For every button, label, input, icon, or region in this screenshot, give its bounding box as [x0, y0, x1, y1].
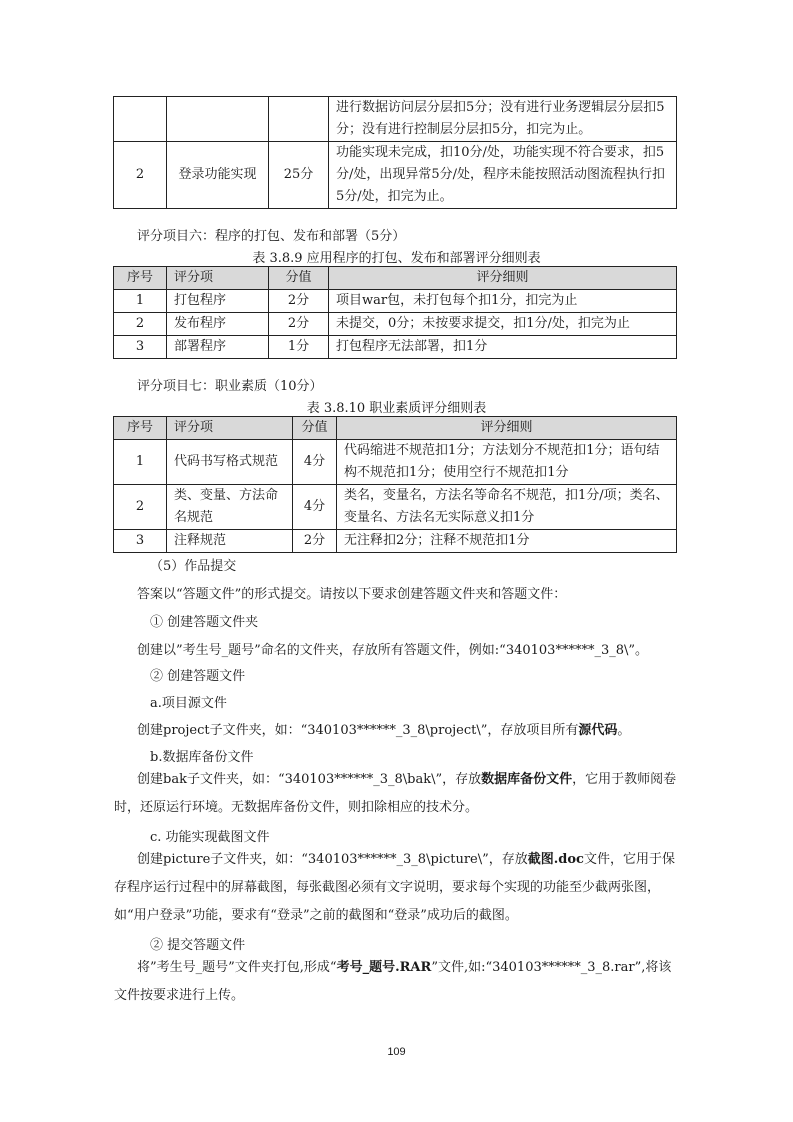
- header-no: 序号: [114, 417, 167, 440]
- table-row: [114, 313, 677, 336]
- cell-item: 打包程序: [167, 290, 269, 313]
- header-score: 分值: [293, 417, 337, 440]
- submission-intro: 答案以“答题文件”的形式提交。请按以下要求创建答题文件夹和答题文件：: [137, 587, 567, 602]
- cell-no: 1: [114, 290, 167, 313]
- cell-score: 2分: [269, 313, 329, 336]
- cell-detail: 打包程序无法部署，扣1分: [329, 336, 677, 359]
- step-create-folder: ① 创建答题文件夹: [150, 615, 259, 630]
- header-score: 分值: [269, 267, 329, 290]
- cell-score: 1分: [269, 336, 329, 359]
- header-no: 序号: [114, 267, 167, 290]
- section6-heading: 评分项目六：程序的打包、发布和部署（5分）: [137, 229, 406, 244]
- table-row: [114, 336, 677, 359]
- section7-heading: 评分项目七：职业素质（10分）: [137, 379, 323, 394]
- table-row: [114, 97, 677, 142]
- cell-score: [269, 97, 329, 142]
- header-item: 评分项: [167, 267, 269, 290]
- cell-item: 部署程序: [167, 336, 269, 359]
- page-number: 109: [387, 1046, 406, 1058]
- cell-score: 2分: [269, 290, 329, 313]
- cell-item: 代码书写格式规范: [167, 440, 293, 485]
- cell-no: 2: [114, 313, 167, 336]
- submission-title: （5）作品提交: [150, 559, 237, 574]
- cell-no: 3: [114, 336, 167, 359]
- source-files-title: a.项目源文件: [150, 696, 227, 711]
- header-item: 评分项: [167, 417, 293, 440]
- cell-item: 类、变量、方法命名规范: [167, 485, 293, 530]
- professional-quality-table: [113, 416, 677, 553]
- table-caption-3-8-10: 表 3.8.10 职业素质评分细则表: [306, 401, 487, 416]
- scoring-table-continued: [113, 96, 677, 209]
- cell-detail: 项目war包，未打包每个扣1分，扣完为止: [329, 290, 677, 313]
- table-row: [114, 142, 677, 209]
- screenshot-title: c. 功能实现截图文件: [150, 830, 270, 845]
- header-detail: 评分细则: [329, 267, 677, 290]
- cell-detail: 进行数据访问层分层扣5分；没有进行业务逻辑层分层扣5分；没有进行控制层分层扣5分，扣完为止。: [329, 97, 677, 142]
- cell-item: [167, 97, 269, 142]
- cell-detail: 无注释扣2分；注释不规范扣1分: [337, 530, 677, 553]
- table-row: [114, 485, 677, 530]
- cell-detail: 代码缩进不规范扣1分；方法划分不规范扣1分；语句结构不规范扣1分；使用空行不规范扣1分: [337, 440, 677, 485]
- cell-no: 3: [114, 530, 167, 553]
- cell-item: 注释规范: [167, 530, 293, 553]
- cell-item: 登录功能实现: [167, 142, 269, 209]
- cell-score: 25分: [269, 142, 329, 209]
- cell-no: 2: [114, 142, 167, 209]
- cell-detail: 功能实现未完成，扣10分/处，功能实现不符合要求，扣5分/处，出现异常5分/处，程序未能按照活动图流程执行扣5分/处，扣完为止。: [329, 142, 677, 209]
- cell-no: [114, 97, 167, 142]
- cell-detail: 类名，变量名，方法名等命名不规范，扣1分/项；类名、变量名、方法名无实际意义扣1分: [337, 485, 677, 530]
- cell-score: 4分: [293, 485, 337, 530]
- db-backup-title: b.数据库备份文件: [150, 750, 254, 765]
- table-row: [114, 290, 677, 313]
- table-row: [114, 530, 677, 553]
- table-header-row: [114, 267, 677, 290]
- cell-detail: 未提交，0分；未按要求提交，扣1分/处，扣完为止: [329, 313, 677, 336]
- cell-item: 发布程序: [167, 313, 269, 336]
- step-submit-files: ② 提交答题文件: [150, 938, 246, 953]
- cell-no: 2: [114, 485, 167, 530]
- cell-no: 1: [114, 440, 167, 485]
- step-create-files: ② 创建答题文件: [150, 669, 246, 684]
- table-header-row: [114, 417, 677, 440]
- step-create-folder-text: 创建以”考生号_题号”命名的文件夹，存放所有答题文件，例如:“340103******_3_8\”。: [137, 643, 649, 658]
- cell-score: 2分: [293, 530, 337, 553]
- table-caption-3-8-9: 表 3.8.9 应用程序的打包、发布和部署评分细则表: [252, 251, 541, 266]
- submit-files-text: 将”考生号_题号”文件夹打包,形成“考号_题号.RAR”文件,如:“340103******_3_8.rar”,将该文件按要求进行上传。: [114, 960, 672, 1003]
- table-row: [114, 440, 677, 485]
- source-files-text: 创建project子文件夹，如：“340103******_3_8\project\”，存放项目所有源代码。: [137, 723, 631, 738]
- packaging-score-table: [113, 266, 677, 359]
- db-backup-text: 创建bak子文件夹，如：“340103******_3_8\bak\”，存放数据库备份文件，它用于教师阅卷时，还原运行环境。无数据库备份文件，则扣除相应的技术分。: [114, 772, 677, 815]
- cell-score: 4分: [293, 440, 337, 485]
- header-detail: 评分细则: [337, 417, 677, 440]
- screenshot-text: 创建picture子文件夹，如：“340103******_3_8\picture\”，存放截图.doc文件，它用于保存程序运行过程中的屏幕截图，每张截图必须有文字说明，要求每个实现的功能至少截两张图，如“用户登录”功能，要求有“登录”之前的截图和“登录”成功后的截图。: [114, 852, 675, 923]
